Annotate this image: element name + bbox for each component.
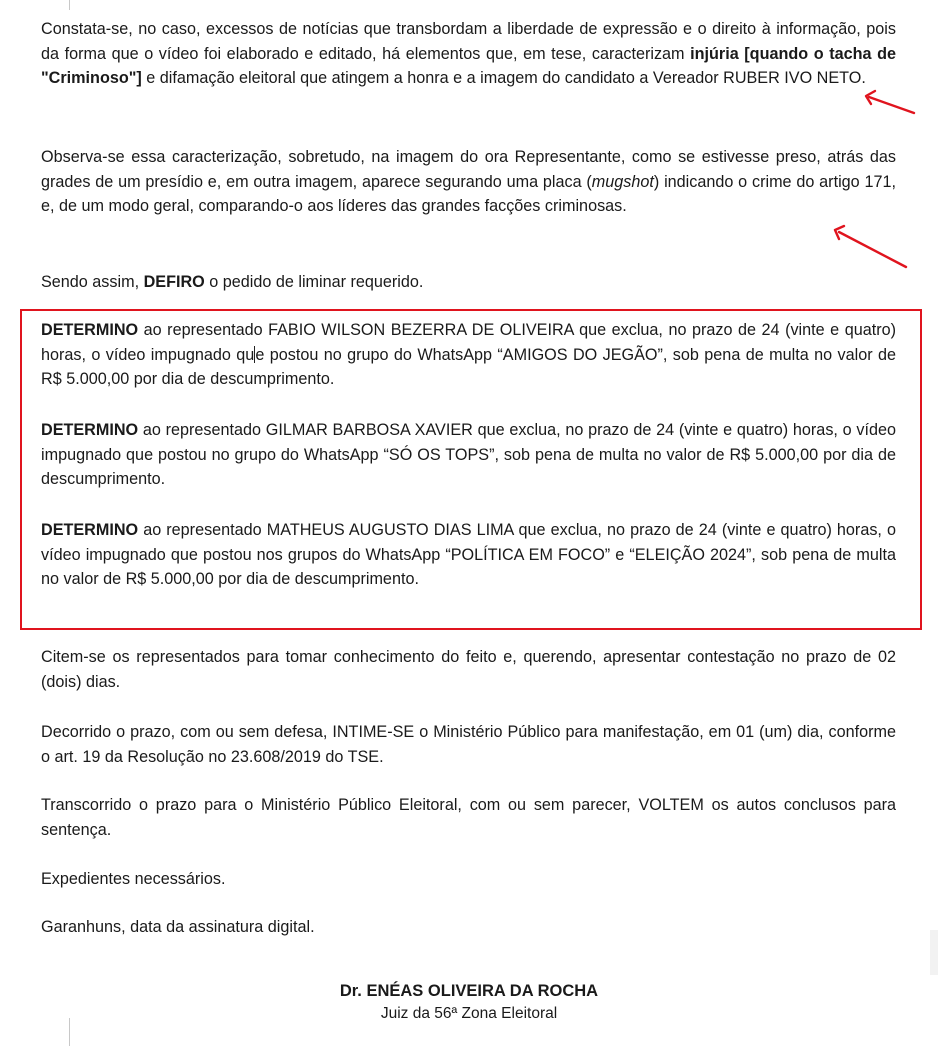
page-margin-line-bottom [69,1018,70,1046]
paragraph-citem-se: Citem-se os representados para tomar conhecimento do feito e, querendo, apresentar contestação no prazo de 02 (dois) dias. [41,648,896,691]
bold-determino: DETERMINO [41,521,139,539]
red-arrow-icon [866,91,914,113]
bold-determino: DETERMINO [41,321,139,339]
signature-name: Dr. ENÉAS OLIVEIRA DA ROCHA [339,982,599,1000]
scroll-edge [930,930,938,975]
paragraph-excessos: Constata-se, no caso, excessos de notícias que transbordam a liberdade de expressão e o direito à informação, pois da forma que o vídeo foi elaborado e editado, há elementos que, em tese, caracterizam injúria [quando o tacha de "Criminoso"] e difamação eleitoral que atingem a honra e a imagem do candidato a Vereador RUBER IVO NETO. [41,20,896,87]
signature-role: Juiz da 56ª Zona Eleitoral [380,1005,558,1022]
bold-injuria: injúria [quando o tacha de "Criminoso"] [41,44,896,87]
page-margin-line-top [69,0,70,10]
bold-determino: DETERMINO [41,421,139,439]
bold-defiro: DEFIRO [143,273,205,291]
italic-mugshot: mugshot [591,172,654,191]
paragraph-expedientes: Expedientes necessários. [41,870,226,888]
paragraph-caracterizacao: Observa-se essa caracterização, sobretudo, na imagem do ora Representante, como se estivesse preso, atrás das grades de um presídio e, em outra imagem, aparece segurando uma placa (mugshot) indicando o crime do artigo 171, e, de um modo geral, comparando-o aos líderes das grandes facções criminosas. [41,148,896,215]
paragraph-determino-gilmar: DETERMINO ao representado GILMAR BARBOSA XAVIER que exclua, no prazo de 24 (vinte e quatro) horas, o vídeo impugnado que postou no grupo do WhatsApp “SÓ OS TOPS”, sob pena de multa no valor de R$ 5.000,00 por dia de descumprimento. [41,421,896,488]
paragraph-transcorrido: Transcorrido o prazo para o Ministério Público Eleitoral, com ou sem parecer, VOLTEM os autos conclusos para sentença. [41,796,896,839]
red-arrow-icon [835,226,906,267]
paragraph-determino-matheus: DETERMINO ao representado MATHEUS AUGUSTO DIAS LIMA que exclua, no prazo de 24 (vinte e quatro) horas, o vídeo impugnado que postou nos grupos do WhatsApp “POLÍTICA EM FOCO” e “ELEIÇÃO 2024”, sob pena de multa no valor de R$ 5.000,00 por dia de descumprimento. [41,521,896,588]
paragraph-determino-fabio: DETERMINO ao representado FABIO WILSON BEZERRA DE OLIVEIRA que exclua, no prazo de 24 (vinte e quatro) horas, o vídeo impugnado que postou no grupo do WhatsApp “AMIGOS DO JEGÃO”, sob pena de multa no valor de R$ 5.000,00 por dia de descumprimento. [41,321,897,388]
paragraph-defiro: Sendo assim, DEFIRO o pedido de liminar requerido. [41,273,424,291]
paragraph-local-data: Garanhuns, data da assinatura digital. [41,918,315,936]
paragraph-decorrido: Decorrido o prazo, com ou sem defesa, INTIME-SE o Ministério Público para manifestação, em 01 (um) dia, conforme o art. 19 da Resolução no 23.608/2019 do TSE. [41,723,896,766]
